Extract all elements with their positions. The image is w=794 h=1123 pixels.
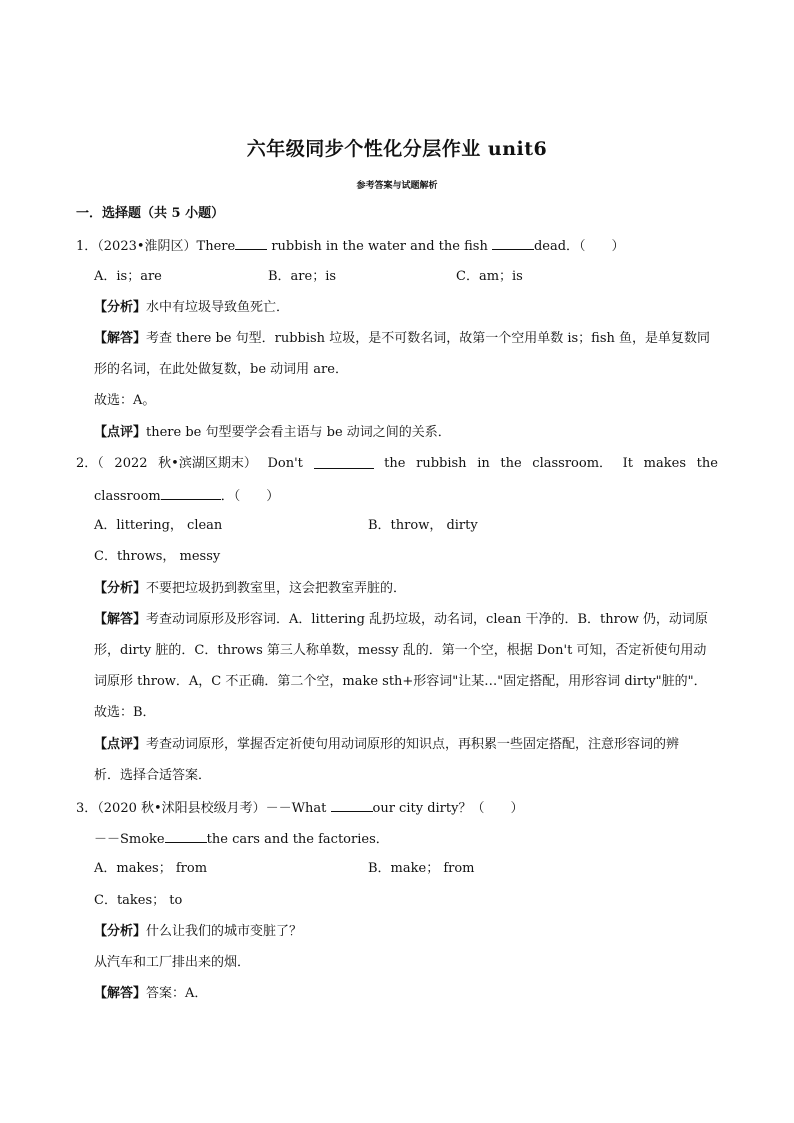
q2-comment-line-2: 析．选择合适答案． — [94, 768, 212, 783]
q1-comment-text: there be 句型要学会看主语与 be 动词之间的关系． — [146, 425, 451, 440]
q1-blank-1 — [235, 236, 267, 250]
q2-stem-word: the — [696, 456, 718, 471]
q3-analysis — [94, 923, 718, 941]
q3-answer-text: 答案：A． — [146, 986, 208, 1001]
q3-stem-line-1 — [76, 798, 718, 818]
q2-answer-line-2: 形，dirty 脏的．C．throws 第三人称单数，messy 乱的．第一个空，根据 Don't 可知，否定祈使句用动 — [94, 643, 707, 658]
q3-answer — [94, 985, 718, 1003]
q2-stem-2a: classroom — [94, 489, 161, 504]
q3-stem-line-2 — [94, 829, 718, 849]
q1-stem-part-a: 1．（2023•淮阴区）There — [76, 239, 236, 254]
q2-stem-word: classroom． — [532, 456, 613, 471]
q1-answer-text-1: 考查 there be 句型．rubbish 垃圾，是不可数名词，故第一个空用单数 is；fish 鱼，是单复数同 — [146, 331, 710, 346]
q1-option-a: A．is；are — [94, 269, 162, 284]
q2-stem-word: It — [622, 456, 634, 471]
q2-answer-line-3: 词原形 throw．A，C 不正确．第二个空，make sth+形容词"让某…"固定搭配，用形容词 dirty"脏的"． — [94, 674, 707, 689]
q2-stem-word: in — [477, 456, 490, 471]
q3-stem-part-a: 3．（2020 秋•沭阳县校级月考）－－What — [76, 801, 327, 816]
q1-answer-tag: 【解答】 — [94, 331, 147, 346]
q2-analysis-tag: 【分析】 — [94, 581, 147, 596]
q2-option-c: C．throws， messy — [94, 549, 221, 564]
q1-analysis — [94, 299, 718, 317]
q2-answer-tag: 【解答】 — [94, 612, 147, 627]
q1-stem-part-c: dead．（ ） — [533, 239, 625, 254]
q2-stem-line-1 — [76, 455, 718, 473]
q2-blank-2 — [161, 486, 221, 500]
q2-option-b: B．throw， dirty — [368, 518, 478, 533]
q3-blank-1 — [331, 798, 373, 812]
q3-answer-tag: 【解答】 — [94, 986, 147, 1001]
q2-blank-1 — [314, 455, 374, 469]
page-title: 六年级同步个性化分层作业 unit6 — [246, 138, 548, 160]
q2-answer-text-1: 考查动词原形及形容词．A．littering 乱扔垃圾，动名词，clean 干净的．B．throw 仍，动词原 — [146, 612, 708, 627]
q1-option-c: C．am；is — [456, 269, 523, 284]
q1-analysis-text: 水中有垃圾导致鱼死亡． — [146, 300, 290, 315]
q2-stem-word: 秋•滨湖区期末） — [158, 456, 257, 471]
q2-stem-2b: ．（ ） — [220, 489, 280, 504]
q2-comment-tag: 【点评】 — [94, 737, 147, 752]
q1-blank-2 — [492, 236, 534, 250]
q1-option-b: B．are；is — [268, 269, 337, 284]
q2-comment-text-1: 考查动词原形，掌握否定祈使句用动词原形的知识点，再积累一些固定搭配，注意形容词的辨 — [146, 737, 680, 752]
q1-analysis-tag: 【分析】 — [94, 300, 147, 315]
q2-stem-word: Don't — [267, 456, 303, 471]
q3-blank-2 — [165, 829, 207, 843]
q2-analysis — [94, 580, 718, 598]
q2-stem-word: the — [384, 456, 406, 471]
q1-answer-line-1 — [94, 330, 718, 348]
q2-comment-line-1 — [94, 736, 718, 754]
q1-stem-part-b: rubbish in the water and the fish — [271, 239, 488, 254]
q3-analysis-text: 什么让我们的城市变脏了？ — [146, 924, 303, 939]
q3-stem-2a: －－Smoke — [94, 832, 165, 847]
q3-stem-part-b: our city dirty？（ ） — [372, 801, 524, 816]
q2-option-a: A．littering， clean — [94, 518, 223, 533]
q3-analysis-line-2: 从汽车和工厂排出来的烟． — [94, 955, 251, 970]
q2-stem-word: the — [500, 456, 522, 471]
q3-option-a: A．makes； from — [94, 861, 208, 876]
q2-stem-word: 2．（ — [76, 456, 104, 471]
q3-option-b: B．make； from — [368, 861, 475, 876]
q1-choice: 故选：A。 — [94, 393, 156, 408]
q2-answer-line-1 — [94, 611, 718, 629]
q2-stem-word: 2022 — [114, 456, 148, 471]
q3-stem-2b: the cars and the factories． — [206, 832, 389, 847]
q3-option-c: C．takes； to — [94, 893, 183, 908]
q1-stem — [76, 236, 718, 256]
q1-answer-line-2: 形的名词，在此处做复数，be 动词用 are． — [94, 362, 348, 377]
q2-stem-line-2 — [94, 486, 718, 506]
page-subtitle: 参考答案与试题解析 — [356, 181, 438, 191]
section-heading: 一．选择题（共 5 小题） — [76, 206, 225, 221]
q2-stem-word: rubbish — [416, 456, 467, 471]
q2-analysis-text: 不要把垃圾扔到教室里，这会把教室弄脏的． — [146, 581, 407, 596]
q1-comment — [94, 424, 718, 442]
q3-analysis-tag: 【分析】 — [94, 924, 147, 939]
q2-choice: 故选：B． — [94, 705, 156, 720]
q2-stem-word: makes — [643, 456, 686, 471]
q1-comment-tag: 【点评】 — [94, 425, 147, 440]
